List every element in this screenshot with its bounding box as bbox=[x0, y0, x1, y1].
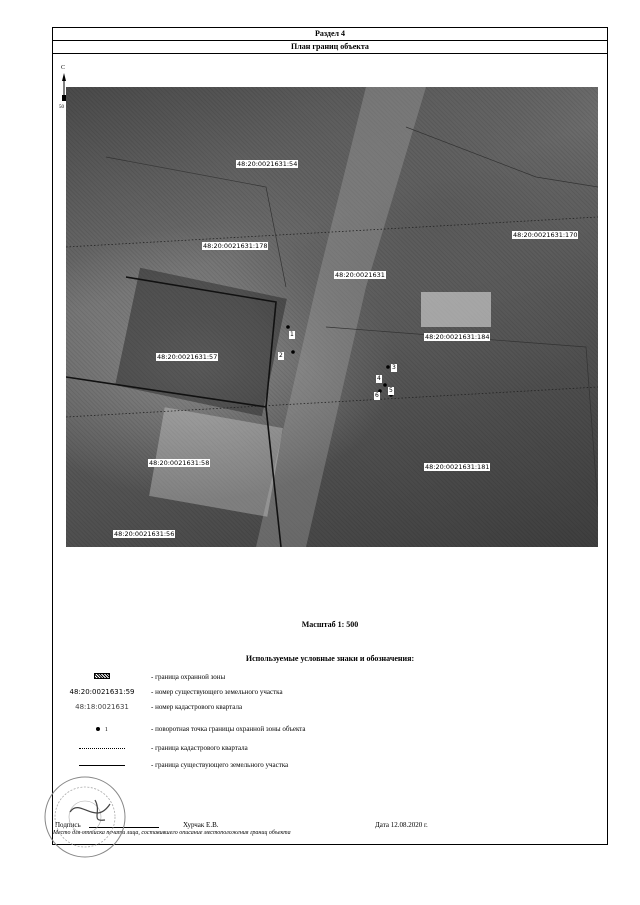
legend-item bbox=[53, 688, 607, 702]
plan-title: План границ объекта bbox=[53, 41, 607, 54]
parcel-label: 48:20:0021631:178 bbox=[203, 242, 268, 250]
legend-text: - граница существующего земельного участка bbox=[151, 761, 289, 769]
legend-item bbox=[53, 761, 607, 775]
turning-point-number: 1 bbox=[104, 727, 108, 733]
signature-label: Подпись bbox=[55, 821, 81, 829]
legend-item bbox=[53, 673, 607, 687]
quarter-label: 48:20:0021631 bbox=[335, 271, 385, 279]
scale-label: Масштаб 1: 500 bbox=[301, 620, 359, 629]
parcel-boundary-symbol bbox=[63, 761, 141, 769]
legend-item bbox=[53, 703, 607, 717]
legend-text: - поворотная точка границы охранной зоны объекта bbox=[151, 725, 306, 733]
point-label: 6 bbox=[375, 392, 379, 399]
legend-text: - номер кадастрового квартала bbox=[151, 703, 243, 711]
point-label: 5 bbox=[389, 387, 393, 394]
map-overlay bbox=[66, 87, 598, 547]
legend-item bbox=[53, 744, 607, 758]
parcel-label: 48:20:0021631:58 bbox=[149, 459, 210, 467]
quarter-number-symbol: 48:18:0021631 bbox=[75, 703, 129, 711]
protection-zone-symbol bbox=[63, 673, 141, 681]
orthophoto-map bbox=[66, 87, 598, 547]
signature-date: Дата 12.08.2020 г. bbox=[375, 821, 428, 829]
legend-title: Используемые условные знаки и обозначения: bbox=[245, 654, 415, 663]
parcel-label: 48:20:0021631:56 bbox=[114, 530, 175, 538]
parcel-label: 48:20:0021631:170 bbox=[513, 231, 578, 239]
quarter-boundary-symbol bbox=[63, 744, 141, 752]
legend-text: - граница кадастрового квартала bbox=[151, 744, 248, 752]
north-letter: С bbox=[61, 65, 66, 71]
point-label: 3 bbox=[392, 364, 396, 371]
parcel-label: 48:20:0021631:184 bbox=[425, 333, 490, 341]
legend-item bbox=[53, 725, 607, 739]
point-label: 2 bbox=[279, 352, 283, 359]
document-frame bbox=[52, 27, 608, 845]
parcel-number-symbol: 48:20:0021631:59 bbox=[69, 688, 135, 696]
stamp-note: Место для оттиска печати лица, составившего описание местоположения границ объекта bbox=[53, 830, 291, 836]
point-label: 4 bbox=[377, 375, 381, 382]
parcel-label: 48:20:0021631:57 bbox=[157, 353, 218, 361]
parcel-label: 48:20:0021631:181 bbox=[425, 463, 490, 471]
stamp-seal bbox=[40, 772, 130, 862]
north-scale-text: 50 bbox=[59, 105, 64, 110]
legend-text: - граница охранной зоны bbox=[151, 673, 226, 681]
parcel-label: 48:20:0021631:54 bbox=[237, 160, 298, 168]
point-label: 1 bbox=[290, 331, 294, 338]
section-title: Раздел 4 bbox=[53, 28, 607, 41]
legend-text: - номер существующего земельного участка bbox=[151, 688, 283, 696]
signer-name: Хурчак Е.В. bbox=[183, 821, 219, 829]
turning-point-symbol bbox=[63, 725, 141, 733]
